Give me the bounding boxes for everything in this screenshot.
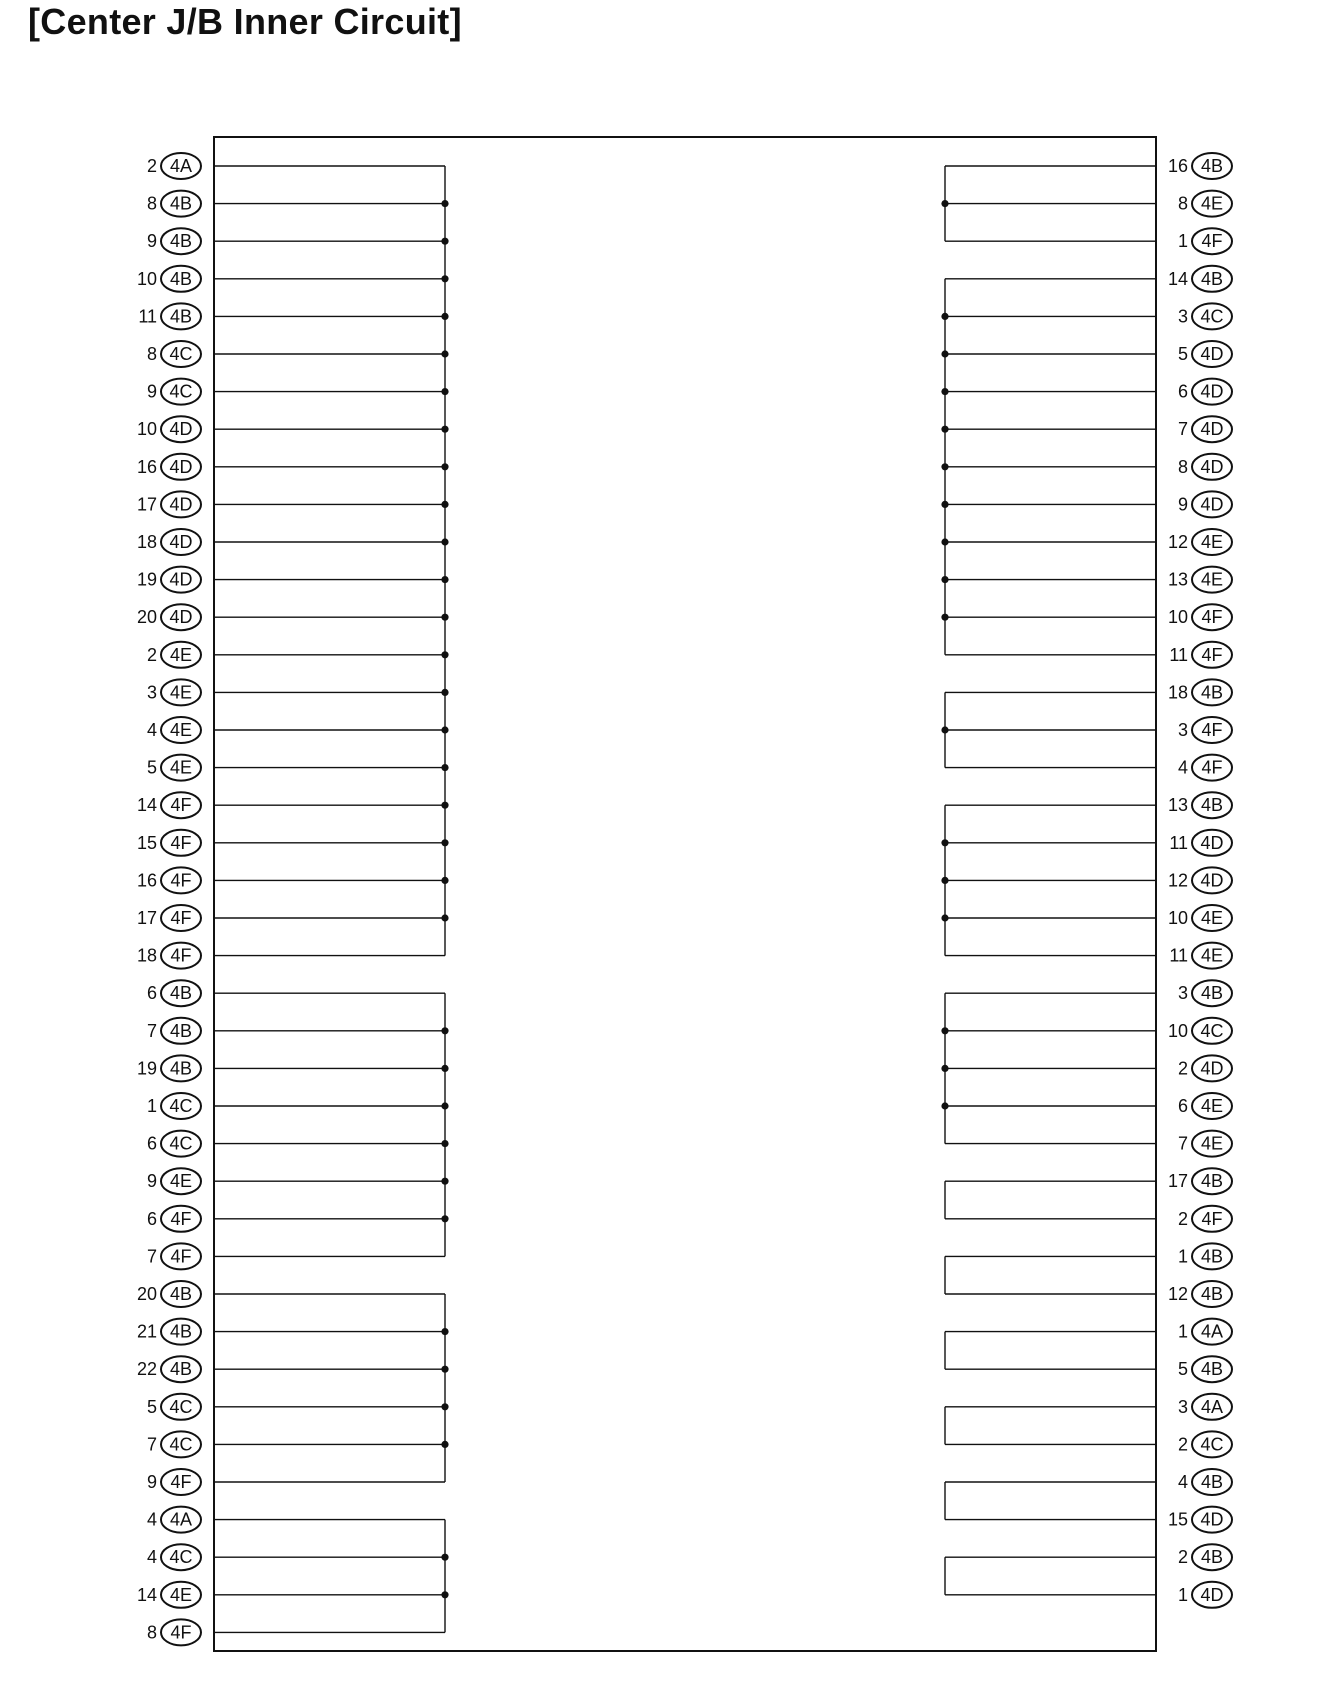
right-pin <box>1178 1394 1232 1420</box>
connector-code: 4B <box>169 1321 193 1342</box>
right-pin <box>1178 228 1232 254</box>
left-pin <box>147 1431 201 1457</box>
left-pin <box>147 1243 201 1269</box>
connector-code: 4E <box>169 1171 193 1192</box>
connector-code: 4F <box>170 1622 192 1643</box>
right-pin <box>1168 604 1232 630</box>
connector-code: 4B <box>1200 1246 1224 1267</box>
right-pin <box>1178 1544 1232 1570</box>
left-pin <box>147 341 201 367</box>
connector-code: 4E <box>1200 569 1224 590</box>
connector-code: 4D <box>1200 832 1224 853</box>
left-pin <box>137 830 201 856</box>
right-wire-group <box>945 1332 1156 1370</box>
connector-code: 4E <box>1200 1096 1224 1116</box>
right-pin <box>1168 867 1232 893</box>
right-pin <box>1178 1582 1232 1608</box>
left-pin <box>147 379 201 405</box>
connector-code: 4B <box>1200 1547 1224 1568</box>
right-pin <box>1169 642 1232 668</box>
connector-code: 4E <box>1200 1133 1224 1154</box>
connector-code: 4F <box>170 832 192 853</box>
pin-number: 2 <box>1177 1547 1188 1568</box>
left-pin <box>138 303 201 329</box>
right-pin <box>1178 303 1232 329</box>
left-pin <box>137 491 201 517</box>
pin-number: 12 <box>1167 870 1188 891</box>
right-pin <box>1168 153 1232 179</box>
right-pin <box>1168 1281 1232 1307</box>
connector-code: 4B <box>169 1058 193 1079</box>
right-wire-group <box>945 1256 1156 1294</box>
pin-number: 10 <box>1167 1020 1188 1041</box>
right-pin-column <box>1168 153 1232 1608</box>
pin-number: 1 <box>146 1096 157 1116</box>
pin-number: 6 <box>146 1133 157 1154</box>
pin-number: 16 <box>1167 156 1188 176</box>
pin-number: 2 <box>1177 1434 1188 1455</box>
connector-code: 4C <box>1200 1434 1224 1455</box>
pin-number: 9 <box>1177 494 1188 515</box>
connector-code: 4A <box>1200 1321 1224 1342</box>
right-pin <box>1178 341 1232 367</box>
connector-code: 4D <box>1200 381 1224 402</box>
connector-code: 4C <box>169 344 193 364</box>
pin-number: 15 <box>136 832 157 853</box>
connector-code: 4C <box>169 1096 193 1116</box>
right-pin <box>1169 830 1232 856</box>
pin-number: 2 <box>146 156 157 176</box>
left-wire-group <box>214 166 449 956</box>
right-pin <box>1168 1507 1232 1533</box>
pin-number: 3 <box>1177 306 1188 327</box>
connector-code: 4D <box>1200 1058 1224 1079</box>
connector-code: 4B <box>1200 1171 1224 1192</box>
pin-number: 5 <box>146 1396 157 1417</box>
pin-number: 7 <box>1177 1133 1188 1154</box>
left-pin <box>147 755 201 781</box>
pin-number: 4 <box>1177 757 1188 778</box>
connector-code: 4B <box>1200 983 1224 1004</box>
right-pin <box>1178 1319 1232 1345</box>
connector-code: 4C <box>169 381 193 402</box>
pin-number: 2 <box>1177 1058 1188 1079</box>
left-pin <box>147 1394 201 1420</box>
connector-code: 4B <box>169 193 193 214</box>
connector-code: 4D <box>169 456 193 477</box>
connector-code: 4F <box>170 1472 192 1492</box>
pin-number: 21 <box>136 1321 157 1342</box>
connector-code: 4A <box>1200 1396 1224 1417</box>
right-pin <box>1178 1356 1232 1382</box>
connector-code: 4F <box>1201 644 1223 665</box>
pin-number: 12 <box>1167 532 1188 552</box>
connector-code: 4D <box>1200 456 1224 477</box>
left-pin <box>137 529 201 555</box>
right-pin <box>1178 491 1232 517</box>
right-pin <box>1168 792 1232 818</box>
right-wire-group <box>945 1407 1156 1445</box>
connector-code: 4C <box>169 1133 193 1154</box>
pin-number: 6 <box>1177 1096 1188 1116</box>
pin-number: 1 <box>1177 1246 1188 1267</box>
left-pin <box>147 980 201 1006</box>
pin-number: 18 <box>1167 682 1188 703</box>
left-pin <box>137 1055 201 1081</box>
left-pin <box>137 792 201 818</box>
left-pin <box>137 867 201 893</box>
left-pin <box>147 679 201 705</box>
left-pin <box>147 153 201 179</box>
connector-code: 4F <box>1201 1208 1223 1229</box>
pin-number: 3 <box>1177 720 1188 740</box>
pin-number: 9 <box>146 1171 157 1192</box>
pin-number: 14 <box>136 1584 157 1605</box>
connector-code: 4B <box>169 306 193 327</box>
pin-number: 4 <box>1177 1472 1188 1492</box>
pin-number: 8 <box>146 344 157 364</box>
pin-number: 4 <box>146 720 157 740</box>
pin-number: 8 <box>146 1622 157 1643</box>
right-pin <box>1178 1093 1232 1119</box>
left-pin-column <box>137 153 201 1645</box>
pin-number: 20 <box>136 607 157 628</box>
connector-code: 4E <box>1200 193 1224 214</box>
left-pin <box>137 1582 201 1608</box>
left-pin <box>147 191 201 217</box>
left-pin <box>137 416 201 442</box>
connector-code: 4E <box>169 682 193 703</box>
connector-code: 4F <box>170 908 192 928</box>
pin-number: 10 <box>1167 607 1188 628</box>
right-wire-group <box>945 1181 1156 1219</box>
pin-number: 18 <box>136 945 157 966</box>
pin-number: 7 <box>146 1020 157 1041</box>
connector-code: 4E <box>1200 945 1224 966</box>
left-pin <box>147 1507 201 1533</box>
left-pin <box>137 1356 201 1382</box>
pin-number: 2 <box>146 644 157 665</box>
right-pin <box>1178 454 1232 480</box>
right-pin <box>1168 905 1232 931</box>
pin-number: 5 <box>146 757 157 778</box>
pin-number: 1 <box>1177 1584 1188 1605</box>
pin-number: 11 <box>1169 832 1188 853</box>
left-pin <box>147 1168 201 1194</box>
pin-number: 4 <box>146 1509 157 1530</box>
pin-number: 11 <box>138 306 157 327</box>
left-pin <box>147 1206 201 1232</box>
connector-code: 4D <box>1200 870 1224 891</box>
right-pin <box>1178 1243 1232 1269</box>
right-pin <box>1178 379 1232 405</box>
pin-number: 1 <box>1177 231 1188 252</box>
connector-code: 4D <box>1200 1509 1224 1530</box>
right-pin <box>1178 1055 1232 1081</box>
connector-code: 4C <box>169 1547 193 1568</box>
right-pin <box>1178 191 1232 217</box>
connector-code: 4E <box>1200 908 1224 928</box>
connector-code: 4C <box>1200 1020 1224 1041</box>
right-wire-group <box>941 166 1156 241</box>
connector-code: 4B <box>1200 268 1224 289</box>
pin-number: 1 <box>1177 1321 1188 1342</box>
connector-code: 4B <box>169 983 193 1004</box>
pin-number: 7 <box>146 1246 157 1267</box>
pin-number: 6 <box>1177 381 1188 402</box>
pin-number: 9 <box>146 1472 157 1492</box>
pin-number: 17 <box>136 908 157 928</box>
pin-number: 14 <box>1167 268 1188 289</box>
connector-code: 4F <box>1201 607 1223 628</box>
connector-code: 4C <box>169 1434 193 1455</box>
pin-number: 6 <box>146 1208 157 1229</box>
left-pin <box>137 905 201 931</box>
connector-code: 4F <box>170 1246 192 1267</box>
pin-number: 6 <box>146 983 157 1004</box>
connector-code: 4B <box>1200 1284 1224 1304</box>
left-pin <box>137 943 201 969</box>
connector-code: 4B <box>1200 1472 1224 1492</box>
left-pin <box>147 1131 201 1157</box>
left-pin <box>137 567 201 593</box>
pin-number: 14 <box>136 795 157 816</box>
right-pin <box>1178 1431 1232 1457</box>
connector-code: 4B <box>169 231 193 252</box>
left-pin <box>147 1619 201 1645</box>
connector-code: 4D <box>169 532 193 552</box>
junction-block-outline <box>214 137 1156 1651</box>
pin-number: 22 <box>136 1359 157 1380</box>
right-pin <box>1178 1131 1232 1157</box>
pin-number: 8 <box>1177 193 1188 214</box>
pin-number: 10 <box>1167 908 1188 928</box>
connector-code: 4E <box>1200 532 1224 552</box>
right-pin <box>1178 755 1232 781</box>
pin-number: 3 <box>1177 983 1188 1004</box>
right-wire-group <box>941 805 1156 955</box>
connector-code: 4B <box>169 1359 193 1380</box>
connector-code: 4E <box>169 1584 193 1605</box>
pin-number: 9 <box>146 231 157 252</box>
connector-code: 4D <box>169 419 193 440</box>
left-pin <box>147 228 201 254</box>
pin-number: 10 <box>136 419 157 440</box>
connector-code: 4D <box>1200 494 1224 515</box>
connector-code: 4A <box>169 1509 193 1530</box>
connector-code: 4F <box>1201 720 1223 740</box>
right-pin <box>1178 980 1232 1006</box>
connector-code: 4E <box>169 720 193 740</box>
right-pin <box>1169 943 1232 969</box>
pin-number: 7 <box>1177 419 1188 440</box>
right-pin <box>1168 529 1232 555</box>
connector-code: 4E <box>169 757 193 778</box>
pin-number: 15 <box>1167 1509 1188 1530</box>
right-pin <box>1168 567 1232 593</box>
right-wire-group <box>941 279 1156 655</box>
connector-code: 4D <box>169 494 193 515</box>
connector-code: 4C <box>1200 306 1224 327</box>
left-wire-group <box>214 993 449 1256</box>
connector-code: 4B <box>1200 795 1224 816</box>
connector-code: 4F <box>1201 757 1223 778</box>
connector-code: 4B <box>169 1020 193 1041</box>
connector-code: 4D <box>1200 419 1224 440</box>
wires <box>214 166 1156 1632</box>
left-pin <box>147 1469 201 1495</box>
pin-number: 16 <box>136 456 157 477</box>
pin-number: 16 <box>136 870 157 891</box>
left-wire-group <box>214 1294 449 1482</box>
pin-number: 19 <box>136 569 157 590</box>
connector-code: 4D <box>1200 344 1224 364</box>
right-pin <box>1178 1206 1232 1232</box>
right-pin <box>1168 679 1232 705</box>
right-pin <box>1178 717 1232 743</box>
left-wire-group <box>214 1520 449 1633</box>
connector-code: 4F <box>1201 231 1223 252</box>
pin-number: 4 <box>146 1547 157 1568</box>
right-wire-group <box>945 1482 1156 1520</box>
pin-number: 13 <box>1167 795 1188 816</box>
connector-code: 4E <box>169 644 193 665</box>
connector-code: 4A <box>169 156 193 176</box>
connector-code: 4C <box>169 1396 193 1417</box>
pin-number: 3 <box>1177 1396 1188 1417</box>
connector-code: 4F <box>170 795 192 816</box>
left-pin <box>137 266 201 292</box>
left-pin <box>147 642 201 668</box>
pin-number: 12 <box>1167 1284 1188 1304</box>
right-wire-group <box>941 993 1156 1143</box>
right-pin <box>1168 1168 1232 1194</box>
left-pin <box>147 717 201 743</box>
page-title: [Center J/B Inner Circuit] <box>28 1 462 42</box>
connector-code: 4D <box>169 607 193 628</box>
connector-code: 4B <box>169 1284 193 1304</box>
pin-number: 11 <box>1169 945 1188 966</box>
connector-code: 4B <box>1200 156 1224 176</box>
pin-number: 13 <box>1167 569 1188 590</box>
pin-number: 19 <box>136 1058 157 1079</box>
pin-number: 8 <box>1177 456 1188 477</box>
connector-code: 4B <box>169 268 193 289</box>
pin-number: 10 <box>136 268 157 289</box>
pin-number: 3 <box>146 682 157 703</box>
pin-number: 17 <box>136 494 157 515</box>
connector-code: 4B <box>1200 1359 1224 1380</box>
pin-number: 2 <box>1177 1208 1188 1229</box>
left-pin <box>137 604 201 630</box>
connector-code: 4D <box>1200 1584 1224 1605</box>
pin-number: 17 <box>1167 1171 1188 1192</box>
pin-number: 20 <box>136 1284 157 1304</box>
connector-code: 4B <box>1200 682 1224 703</box>
left-pin <box>147 1018 201 1044</box>
pin-number: 18 <box>136 532 157 552</box>
connector-code: 4F <box>170 870 192 891</box>
right-pin <box>1168 1018 1232 1044</box>
pin-number: 8 <box>146 193 157 214</box>
right-wire-group <box>945 1557 1156 1595</box>
left-pin <box>137 1319 201 1345</box>
right-wire-group <box>941 692 1156 767</box>
pin-number: 11 <box>1169 644 1188 665</box>
pin-number: 5 <box>1177 1359 1188 1380</box>
right-pin <box>1178 416 1232 442</box>
connector-code: 4F <box>170 945 192 966</box>
pin-number: 7 <box>146 1434 157 1455</box>
connector-code: 4F <box>170 1208 192 1229</box>
left-pin <box>137 1281 201 1307</box>
left-pin <box>147 1093 201 1119</box>
pin-number: 5 <box>1177 344 1188 364</box>
left-pin <box>147 1544 201 1570</box>
right-pin <box>1168 266 1232 292</box>
pin-number: 9 <box>146 381 157 402</box>
connector-code: 4D <box>169 569 193 590</box>
right-pin <box>1178 1469 1232 1495</box>
left-pin <box>137 454 201 480</box>
